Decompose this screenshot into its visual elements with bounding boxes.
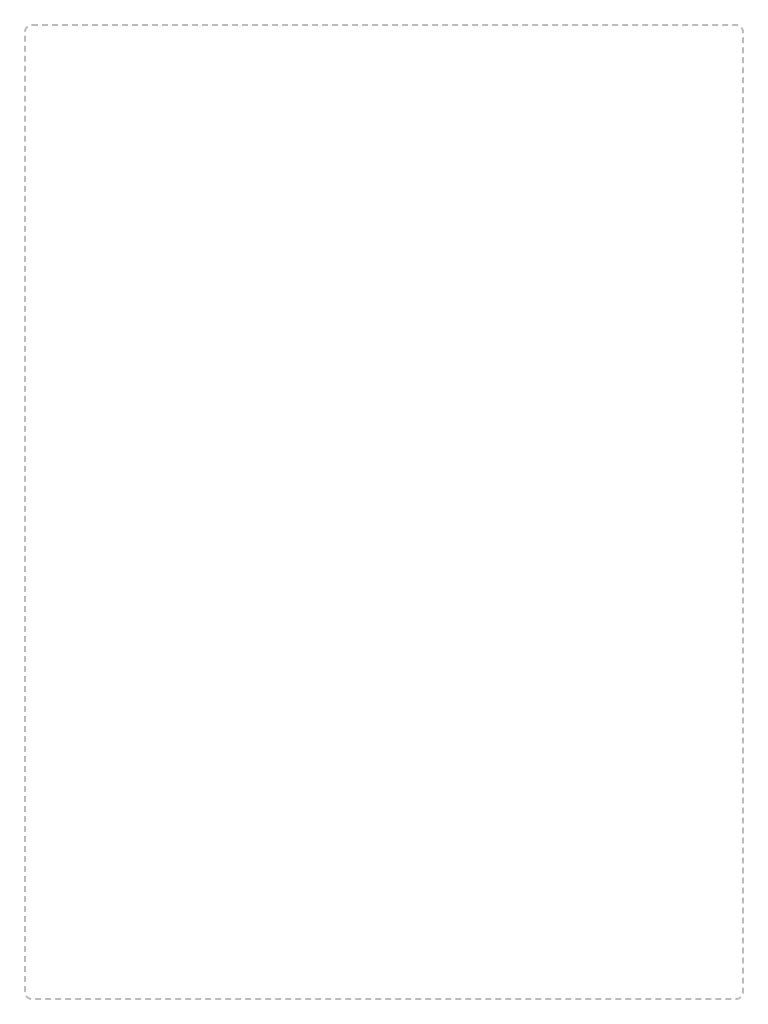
- screenshot-placeholder: [24, 24, 744, 1000]
